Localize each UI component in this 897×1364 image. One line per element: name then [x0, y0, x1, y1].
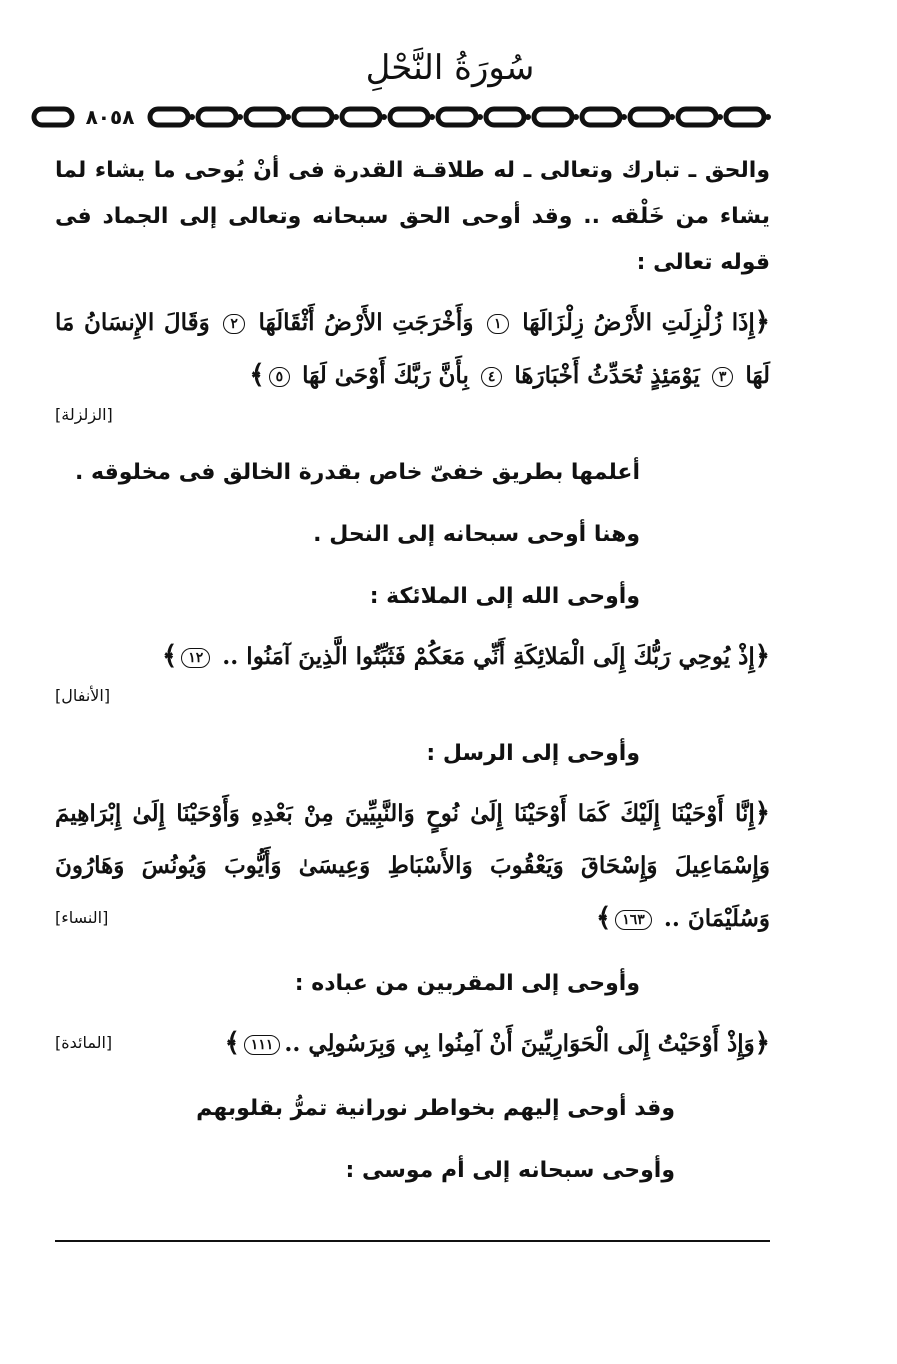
- verse-text: إِذْ يُوحِي رَبُّكَ إِلَى الْمَلائِكَةِ أَنِّي مَعَكُمْ فَثَبِّتُوا الَّذِينَ آمَنُوا ..: [222, 643, 755, 670]
- verse-open-bracket: ﴿: [754, 307, 770, 337]
- quran-verse-zalzala: [55, 296, 770, 402]
- footer-rule: [55, 1240, 770, 1242]
- verse-close-bracket: ﴾: [596, 903, 612, 933]
- ornament-border: [30, 100, 790, 134]
- surah-reference: [المائدة]: [55, 1033, 113, 1052]
- verse-text: وَأَخْرَجَتِ الأَرْضُ أَثْقَالَهَا: [258, 309, 474, 336]
- surah-title: سُورَةُ النَّحْلِ: [365, 48, 535, 88]
- verse-close-bracket: ﴾: [224, 1028, 240, 1058]
- paragraph-8: وأوحى سبحانه إلى أم موسى :: [345, 1158, 675, 1183]
- paragraph-1: والحق ـ تبارك وتعالى ـ له طلاقـة القدرة فى أنْ يُوحى ما يشاء لما يشاء من خَلْقه .. وقد أوحى الحق سبحانه وتعالى إلى الجماد فى قوله تعالى :: [55, 158, 770, 275]
- page-number: ٨٠٥٨: [80, 100, 140, 134]
- ayah-number: ١١١: [244, 1035, 281, 1055]
- ayah-number: ٥: [269, 367, 291, 387]
- paragraph-7: وقد أوحى إليهم بخواطر نورانية تمرُّ بقلوبهم: [196, 1096, 675, 1121]
- verse-close-bracket: ﴾: [249, 360, 265, 390]
- verse-open-bracket: ﴿: [754, 641, 770, 671]
- paragraph-2: أعلمها بطريق خفىّ خاص بقدرة الخالق فى مخلوقه .: [75, 460, 640, 485]
- verse-text: وَقَالَ الإِنسَانُ مَا لَهَا: [55, 309, 770, 389]
- verse-text: بِأَنَّ رَبَّكَ أَوْحَىٰ لَهَا: [302, 362, 469, 389]
- quran-verse-anfal: [55, 630, 770, 683]
- paragraph-6: وأوحى إلى المقربين من عباده :: [294, 971, 640, 996]
- verse-text: إِذَا زُلْزِلَتِ الأَرْضُ زِلْزَالَهَا: [522, 309, 755, 336]
- verse-text: يَوْمَئِذٍ تُحَدِّثُ أَخْبَارَهَا: [514, 362, 700, 389]
- surah-reference: [الأنفال]: [55, 686, 111, 705]
- verse-close-bracket: ﴾: [161, 641, 178, 671]
- verse-open-bracket: ﴿: [754, 1028, 770, 1058]
- ayah-number: ٣: [712, 367, 734, 387]
- surah-reference: [الزلزلة]: [55, 405, 113, 424]
- page-content: [55, 148, 770, 1194]
- ayah-number: ١: [487, 314, 509, 334]
- ayah-number: ١٦٣: [615, 910, 652, 930]
- paragraph-5: وأوحى إلى الرسل :: [426, 741, 640, 766]
- verse-text: إِنَّا أَوْحَيْنَا إِلَيْكَ كَمَا أَوْحَيْنَا إِلَىٰ نُوحٍ وَالنَّبِيِّينَ مِنْ بَعْدِهِ وَأَوْحَيْنَا إِلَىٰ إِبْرَاهِيمَ وَإِسْمَاعِيلَ وَإِسْحَاقَ وَيَعْقُوبَ وَالأَسْبَاطِ وَعِيسَىٰ وَأَيُّوبَ وَيُونُسَ وَهَارُونَ وَسُلَيْمَانَ ..: [55, 800, 770, 932]
- paragraph-4: وأوحى الله إلى الملائكة :: [369, 584, 640, 609]
- quran-verse-maida: [55, 1017, 770, 1070]
- quran-verse-nisa: [55, 787, 770, 945]
- ayah-number: ٢: [223, 314, 245, 334]
- ayah-number: ١٢: [181, 648, 210, 668]
- paragraph-3: وهنا أوحى سبحانه إلى النحل .: [313, 522, 640, 547]
- verse-text: وَإِذْ أَوْحَيْتُ إِلَى الْحَوَارِيِّينَ أَنْ آمِنُوا بِي وَبِرَسُولِي ..: [284, 1030, 755, 1057]
- ayah-number: ٤: [481, 367, 503, 387]
- surah-reference: [النساء]: [55, 908, 109, 927]
- verse-open-bracket: ﴿: [754, 798, 770, 828]
